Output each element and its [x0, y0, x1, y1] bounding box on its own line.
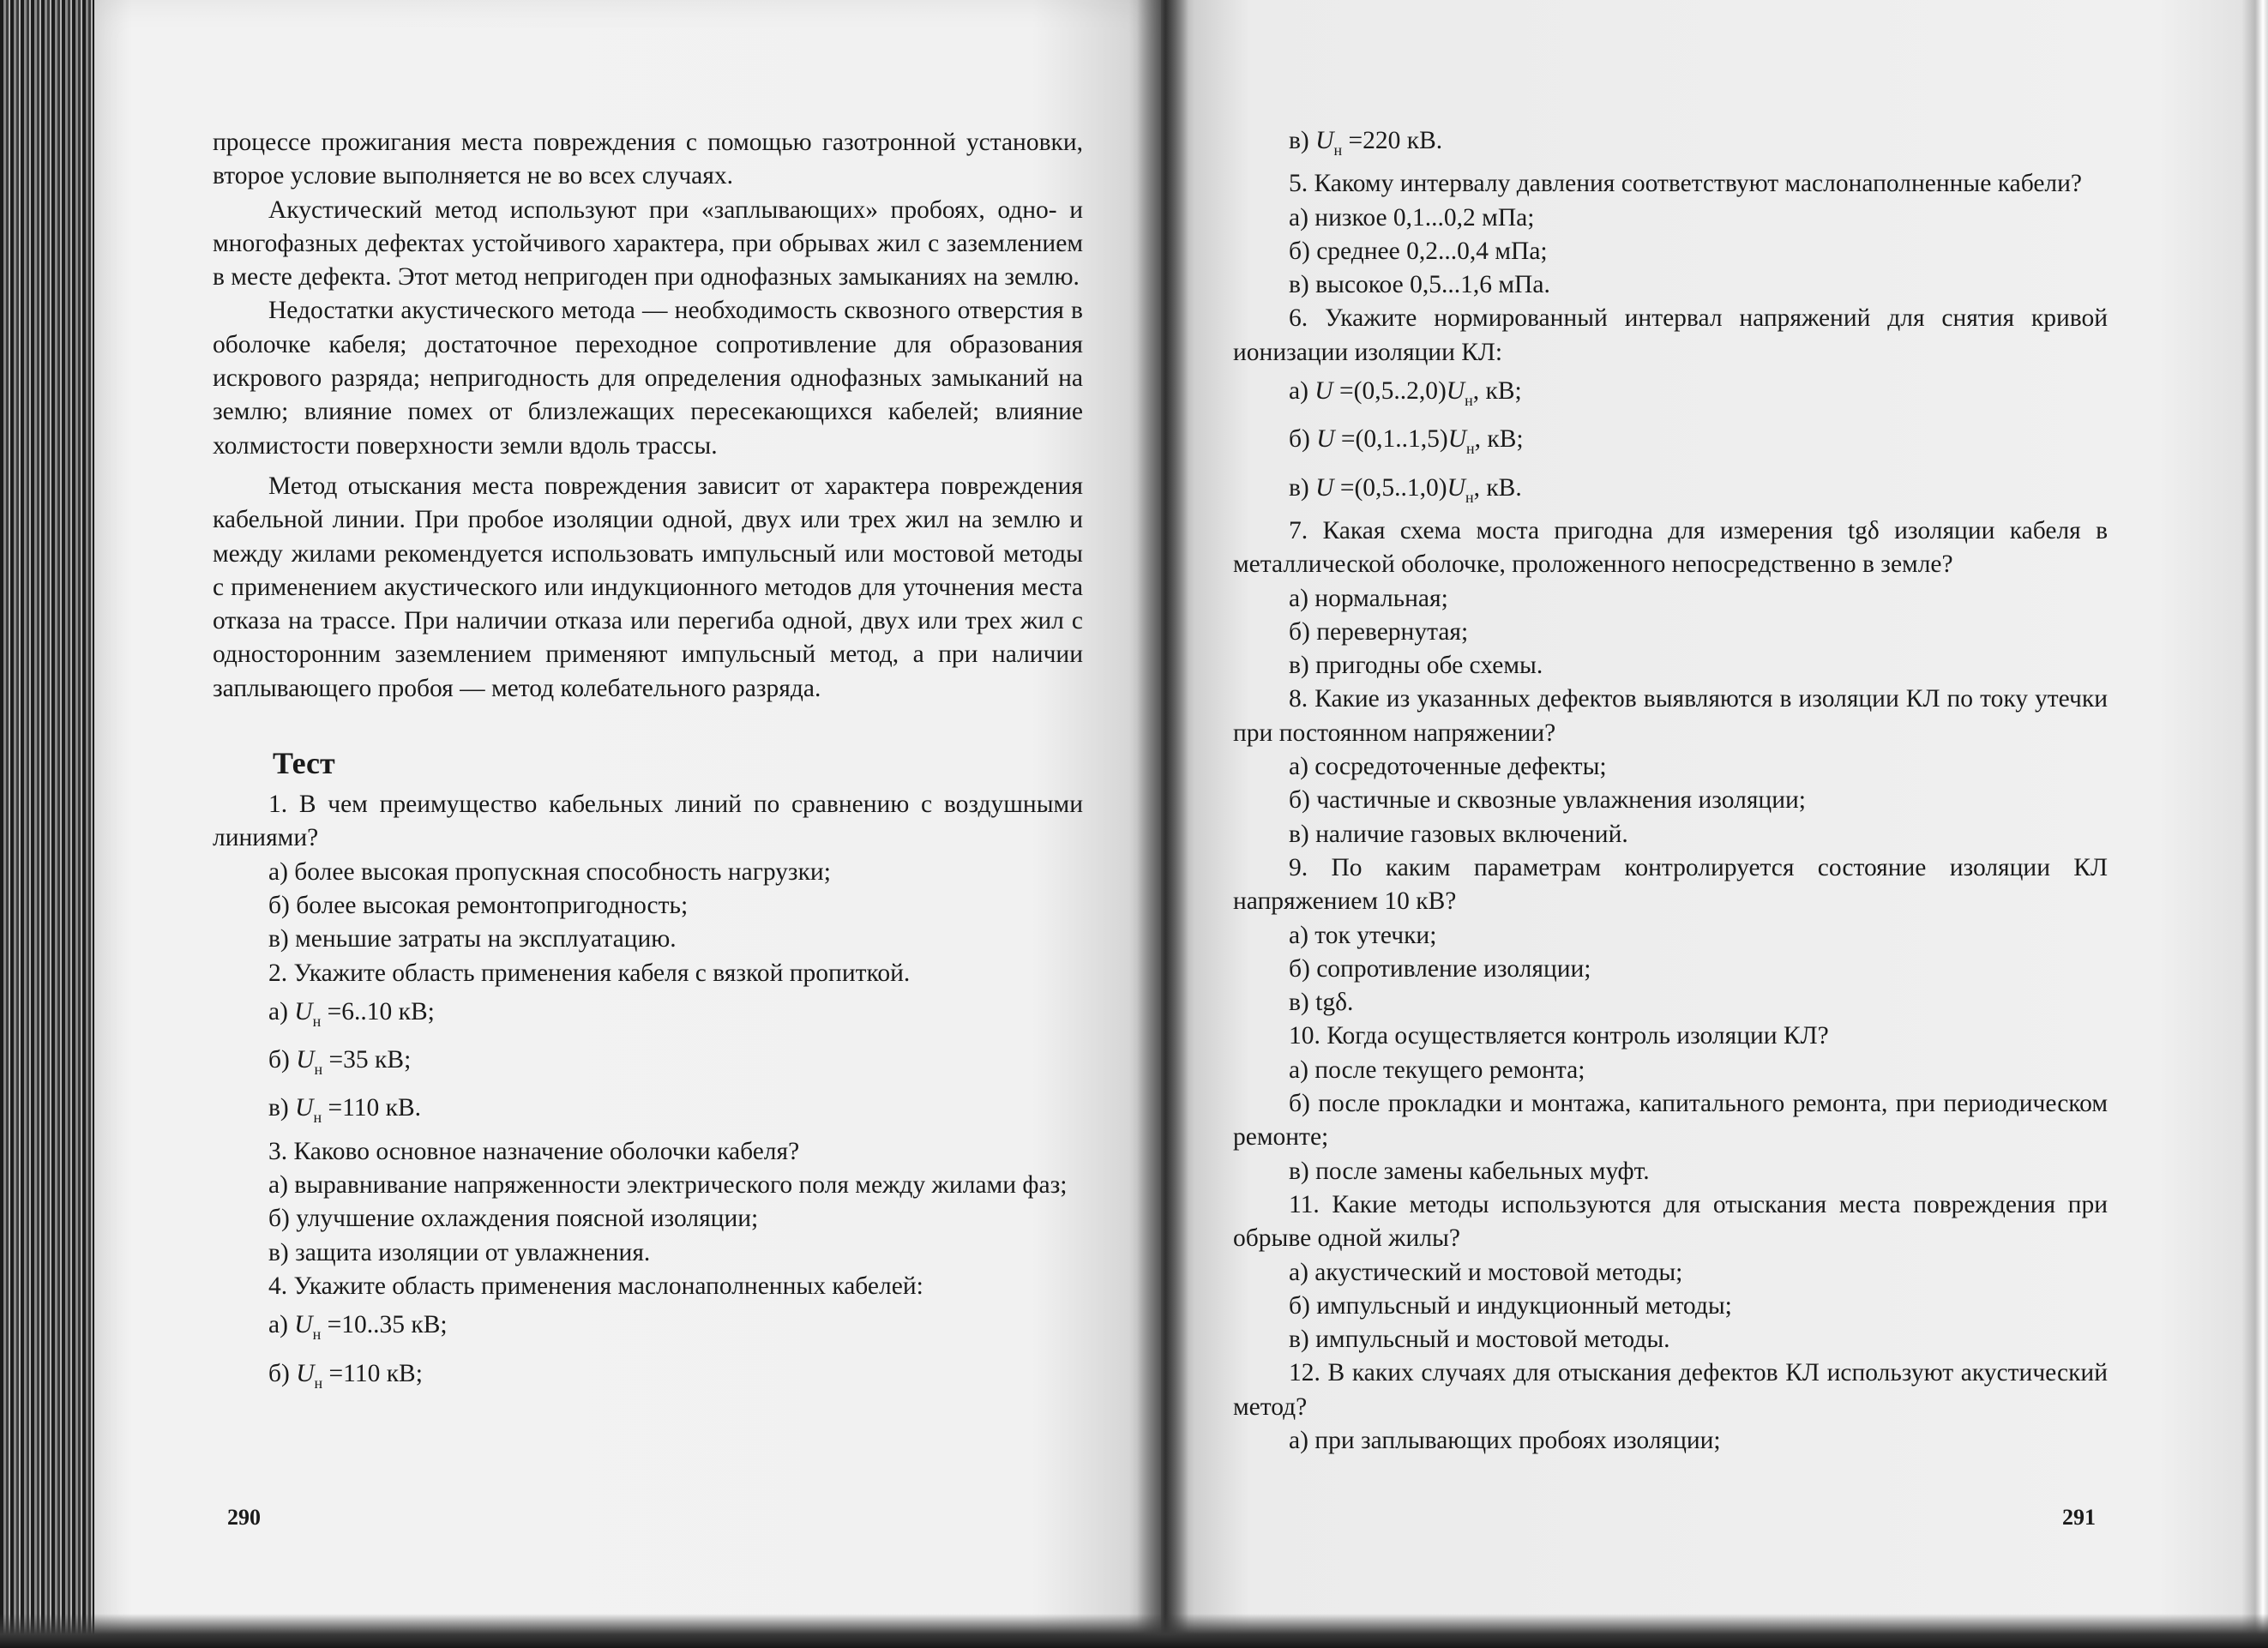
answer-option: а) сосредоточенные дефекты; — [1289, 753, 1607, 781]
answer-option: а) акустический и мостовой методы; — [1289, 1258, 1683, 1286]
answer-option: б) сопротивление изоляции; — [1289, 954, 1591, 983]
question: 7. Какая схема моста пригодна для измерения tgδ изоляции кабеля в металлической оболочке, проложенного непосредственно в земле? — [1233, 516, 2108, 579]
section-title: Тест — [273, 746, 335, 781]
answer-option: а) $U =(0,5..2,0)U_н$, кВ; — [1289, 377, 1522, 410]
answer-option: в) пригодны обе схемы. — [1289, 652, 1543, 680]
answer-option: б) $U_н =35$ кВ; — [268, 1046, 412, 1079]
answer-option: б) импульсный и индукционный методы; — [1289, 1291, 1732, 1320]
answer-option: а) ток утечки; — [1289, 921, 1437, 949]
answer-option: в) импульсный и мостовой методы. — [1289, 1326, 1670, 1354]
question: 6. Укажите нормированный интервал напряжений для снятия кривой ионизации изоляции КЛ: — [1233, 304, 2108, 366]
left-column — [213, 126, 1083, 1400]
answer-option: в) $U_н =220$ кВ. — [1289, 127, 1443, 159]
answer-option: б) перевернутая; — [1289, 617, 1469, 646]
answer-option: а) $U_н =6..10$ кВ; — [268, 997, 435, 1030]
answer-option: а) низкое 0,1...0,2 мПа; — [1289, 203, 1535, 232]
answer-option: а) нормальная; — [1289, 584, 1448, 612]
question: 10. Когда осуществляется контроль изоляции КЛ? — [1289, 1022, 1829, 1050]
answer-option: в) $U_н =110$ кВ. — [268, 1094, 422, 1127]
answer-option: а) при заплывающих пробоях изоляции; — [1289, 1426, 1721, 1454]
book-gutter — [1137, 0, 1188, 1648]
answer-option: а) $U_н =10..35$ кВ; — [268, 1311, 448, 1344]
answer-option: б) $U_н =110$ кВ; — [268, 1359, 423, 1392]
answer-option: б) после прокладки и монтажа, капитального ремонта, при периодическом ремонте; — [1233, 1090, 2108, 1152]
question: 12. В каких случаях для отыскания дефектов КЛ используют акустический метод? — [1233, 1359, 2108, 1421]
answer-option: а) более высокая пропускная способность нагрузки; — [268, 857, 831, 886]
answer-option: в) наличие газовых включений. — [1289, 820, 1628, 848]
answer-option: в) высокое 0,5...1,6 мПа. — [1289, 271, 1550, 299]
answer-option: в) защита изоляции от увлажнения. — [268, 1238, 651, 1266]
answer-option: б) среднее 0,2...0,4 мПа; — [1289, 237, 1548, 265]
right-page-edge — [2242, 0, 2268, 1648]
answer-option: б) $U =(0,1..1,5)U_н$, кВ; — [1289, 425, 1524, 458]
question: 9. По каким параметрам контролируется состояние изоляции КЛ напряжением 10 кВ? — [1233, 853, 2108, 916]
answer-option: а) выравнивание напряженности электрического поля между жилами фаз; — [268, 1171, 1068, 1200]
paragraph: Недостатки акустического метода — необходимость сквозного отверстия в оболочке кабеля; достаточное переходное сопротивление для образования искрового разряда; непригодность для определения однофазных замыканий на землю; влияние помех от близлежащих пересекающихся кабелей; влияние холмистости поверхности земли вдоль трассы. — [213, 297, 1083, 460]
question: 11. Какие методы используются для отыскания места повреждения при обрыве одной жилы? — [1233, 1190, 2108, 1253]
paragraph: процессе прожигания места повреждения с помощью газотронной установки, второе условие выполняется не во всех случаях. — [213, 129, 1083, 190]
answer-option: в) $U =(0,5..1,0)U_н$, кВ. — [1289, 473, 1522, 506]
answer-option: а) после текущего ремонта; — [1289, 1056, 1585, 1084]
answer-option: б) более высокая ремонтопригодность; — [268, 891, 689, 919]
page-number: 290 — [227, 1505, 261, 1530]
answer-option: в) меньшие затраты на эксплуатацию. — [268, 925, 677, 953]
page-number: 291 — [2062, 1505, 2096, 1530]
question: 5. Какому интервалу давления соответствуют маслонаполненные кабели? — [1289, 170, 2083, 198]
answer-option: в) после замены кабельных муфт. — [1289, 1157, 1650, 1185]
question: 1. В чем преимущество кабельных линий по сравнению с воздушными линиями? — [213, 791, 1083, 852]
question: 3. Каково основное назначение оболочки кабеля? — [268, 1137, 800, 1165]
question: 8. Какие из указанных дефектов выявляются в изоляции КЛ по току утечки при постоянном напряжении? — [1233, 685, 2108, 747]
question: 4. Укажите область применения маслонаполненных кабелей: — [268, 1272, 923, 1300]
question: 2. Укажите область применения кабеля с вязкой пропиткой. — [268, 959, 911, 987]
paragraph: Акустический метод используют при «заплывающих» пробоях, одно- и многофазных дефектах устойчивого характера, при обрывах жил с заземлением в месте дефекта. Этот метод непригоден при однофазных замыканиях на землю. — [213, 195, 1083, 292]
right-column — [1233, 124, 2108, 1458]
paragraph: Метод отыскания места повреждения зависит от характера повреждения кабельной линии. При пробое изоляции одной, двух или трех жил на землю и между жилами рекомендуется использовать импульсный или мостовой методы с применением акустического или индукционного методов для уточнения места отказа на трассе. При наличии отказа или перегиба одной, двух или трех жил с односторонним заземлением применяют импульсный метод, а при наличии заплывающего пробоя — метод колебательного разряда. — [213, 472, 1083, 702]
answer-option: б) улучшение охлаждения поясной изоляции; — [268, 1205, 759, 1233]
answer-option: в) tgδ. — [1289, 989, 1354, 1017]
answer-option: б) частичные и сквозные увлажнения изоляции; — [1289, 786, 1806, 815]
bottom-shadow — [0, 1614, 2268, 1648]
page-edges — [0, 0, 94, 1648]
